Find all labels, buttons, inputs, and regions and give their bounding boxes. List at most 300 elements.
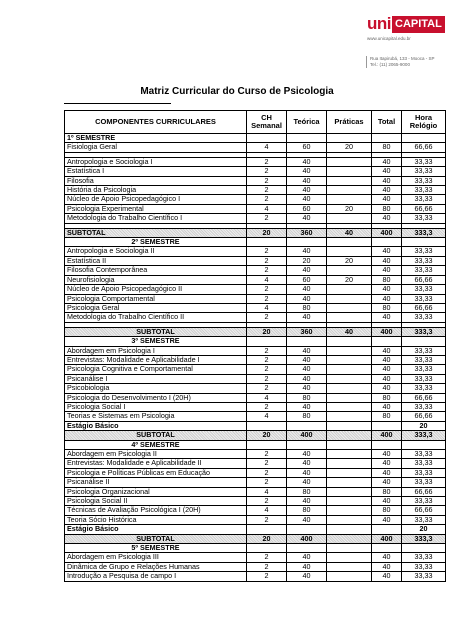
subtotal-label: SUBTOTAL bbox=[65, 327, 247, 336]
cell-hora-relogio: 66,66 bbox=[402, 303, 446, 312]
cell-ch-semanal: 2 bbox=[247, 355, 287, 364]
cell-teorica: 40 bbox=[287, 402, 327, 411]
cell-hora-relogio: 33,33 bbox=[402, 450, 446, 459]
cell-praticas bbox=[327, 572, 372, 581]
cell-hora-relogio: 20 bbox=[402, 421, 446, 430]
cell-ch-semanal: 4 bbox=[247, 143, 287, 152]
cell-ch-semanal: 2 bbox=[247, 497, 287, 506]
cell-praticas bbox=[327, 346, 372, 355]
cell-praticas bbox=[327, 365, 372, 374]
subtotal-row bbox=[65, 431, 446, 440]
cell-praticas bbox=[327, 176, 372, 185]
semester-empty-cell bbox=[372, 337, 402, 346]
semester-header-row bbox=[65, 238, 446, 247]
address-line-2: Tel.: (11) 2065-9000 bbox=[370, 62, 410, 67]
cell-praticas bbox=[327, 431, 372, 440]
semester-empty-cell bbox=[327, 544, 372, 553]
cell-ch-semanal: 4 bbox=[247, 275, 287, 284]
cell-ch-semanal: 2 bbox=[247, 313, 287, 322]
cell-hora-relogio: 333,3 bbox=[402, 228, 446, 237]
cell-hora-relogio: 33,33 bbox=[402, 285, 446, 294]
cell-ch-semanal: 4 bbox=[247, 303, 287, 312]
cell-teorica: 40 bbox=[287, 214, 327, 223]
cell-hora-relogio: 33,33 bbox=[402, 374, 446, 383]
cell-hora-relogio: 33,33 bbox=[402, 497, 446, 506]
logo-url: www.unicapital.edu.br bbox=[367, 36, 411, 41]
cell-teorica: 40 bbox=[287, 572, 327, 581]
cell-teorica: 40 bbox=[287, 176, 327, 185]
cell-total: 80 bbox=[372, 275, 402, 284]
cell-total: 80 bbox=[372, 303, 402, 312]
cell-praticas bbox=[327, 412, 372, 421]
cell-total: 40 bbox=[372, 266, 402, 275]
semester-empty-cell bbox=[402, 544, 446, 553]
cell-ch-semanal: 2 bbox=[247, 384, 287, 393]
course-row bbox=[65, 294, 446, 303]
cell-total: 80 bbox=[372, 143, 402, 152]
semester-empty-cell bbox=[287, 544, 327, 553]
course-row bbox=[65, 275, 446, 284]
cell-total: 40 bbox=[372, 167, 402, 176]
cell-praticas bbox=[327, 450, 372, 459]
cell-teorica: 40 bbox=[287, 562, 327, 571]
semester-empty-cell bbox=[327, 238, 372, 247]
cell-praticas: 20 bbox=[327, 275, 372, 284]
semester-empty-cell bbox=[287, 238, 327, 247]
course-name: Dinâmica de Grupo e Relações Humanas bbox=[65, 562, 247, 571]
cell-ch-semanal: 2 bbox=[247, 572, 287, 581]
title-underline bbox=[64, 103, 171, 104]
cell-total: 40 bbox=[372, 195, 402, 204]
cell-total: 40 bbox=[372, 214, 402, 223]
course-name: Introdução a Pesquisa de campo I bbox=[65, 572, 247, 581]
subtotal-label: SUBTOTAL bbox=[65, 431, 247, 440]
course-row bbox=[65, 459, 446, 468]
cell-teorica: 40 bbox=[287, 374, 327, 383]
course-name: Psicanálise I bbox=[65, 374, 247, 383]
cell-teorica: 40 bbox=[287, 365, 327, 374]
cell-total: 40 bbox=[372, 365, 402, 374]
cell-ch-semanal: 20 bbox=[247, 431, 287, 440]
cell-teorica: 40 bbox=[287, 247, 327, 256]
cell-hora-relogio: 33,33 bbox=[402, 294, 446, 303]
cell-ch-semanal: 2 bbox=[247, 294, 287, 303]
cell-ch-semanal: 2 bbox=[247, 562, 287, 571]
cell-teorica: 40 bbox=[287, 266, 327, 275]
semester-empty-cell bbox=[372, 238, 402, 247]
table-header-row bbox=[65, 111, 446, 134]
cell-hora-relogio: 333,3 bbox=[402, 431, 446, 440]
cell-hora-relogio: 33,33 bbox=[402, 186, 446, 195]
cell-praticas bbox=[327, 247, 372, 256]
cell-praticas bbox=[327, 167, 372, 176]
course-name: Antropologia e Sociologia I bbox=[65, 157, 247, 166]
cell-hora-relogio: 33,33 bbox=[402, 553, 446, 562]
semester-label: 1º SEMESTRE bbox=[65, 134, 247, 143]
cell-praticas bbox=[327, 506, 372, 515]
semester-header-row bbox=[65, 440, 446, 449]
cell-praticas bbox=[327, 285, 372, 294]
cell-ch-semanal: 2 bbox=[247, 478, 287, 487]
cell-praticas bbox=[327, 186, 372, 195]
course-name: Filosofia Contemporânea bbox=[65, 266, 247, 275]
course-row bbox=[65, 176, 446, 185]
course-name: Abordagem em Psicologia III bbox=[65, 553, 247, 562]
cell-total: 40 bbox=[372, 459, 402, 468]
cell-praticas bbox=[327, 355, 372, 364]
course-row bbox=[65, 195, 446, 204]
cell-teorica: 40 bbox=[287, 167, 327, 176]
course-row bbox=[65, 393, 446, 402]
semester-label: 2º SEMESTRE bbox=[65, 238, 247, 247]
cell-total: 40 bbox=[372, 384, 402, 393]
cell-teorica: 80 bbox=[287, 393, 327, 402]
cell-total: 40 bbox=[372, 478, 402, 487]
cell-ch-semanal: 2 bbox=[247, 346, 287, 355]
cell-praticas bbox=[327, 294, 372, 303]
cell-total: 40 bbox=[372, 450, 402, 459]
cell-praticas bbox=[327, 393, 372, 402]
cell-praticas bbox=[327, 421, 372, 430]
cell-teorica: 80 bbox=[287, 506, 327, 515]
cell-ch-semanal: 2 bbox=[247, 450, 287, 459]
cell-total: 400 bbox=[372, 431, 402, 440]
subtotal-row bbox=[65, 534, 446, 543]
cell-teorica: 60 bbox=[287, 275, 327, 284]
course-name: Metodologia do Trabalho Científico I bbox=[65, 214, 247, 223]
course-row bbox=[65, 412, 446, 421]
course-row bbox=[65, 167, 446, 176]
header-ch-semanal: CH Semanal bbox=[247, 111, 287, 134]
cell-ch-semanal: 2 bbox=[247, 157, 287, 166]
course-name: Psicologia Cognitiva e Comportamental bbox=[65, 365, 247, 374]
cell-praticas bbox=[327, 562, 372, 571]
course-row bbox=[65, 256, 446, 265]
course-name: Psicanálise II bbox=[65, 478, 247, 487]
cell-teorica: 60 bbox=[287, 204, 327, 213]
cell-praticas bbox=[327, 195, 372, 204]
cell-total: 40 bbox=[372, 497, 402, 506]
course-row bbox=[65, 402, 446, 411]
cell-teorica: 40 bbox=[287, 294, 327, 303]
cell-hora-relogio: 333,3 bbox=[402, 327, 446, 336]
cell-hora-relogio: 33,33 bbox=[402, 515, 446, 524]
cell-total: 400 bbox=[372, 327, 402, 336]
semester-empty-cell bbox=[327, 440, 372, 449]
cell-praticas bbox=[327, 402, 372, 411]
semester-empty-cell bbox=[247, 238, 287, 247]
cell-hora-relogio: 33,33 bbox=[402, 572, 446, 581]
cell-total: 40 bbox=[372, 515, 402, 524]
course-name: Abordagem em Psicologia I bbox=[65, 346, 247, 355]
cell-ch-semanal: 2 bbox=[247, 256, 287, 265]
cell-teorica: 60 bbox=[287, 143, 327, 152]
course-row bbox=[65, 487, 446, 496]
semester-empty-cell bbox=[247, 337, 287, 346]
course-row bbox=[65, 285, 446, 294]
curriculum-table bbox=[64, 110, 446, 582]
cell-total bbox=[372, 421, 402, 430]
cell-ch-semanal: 4 bbox=[247, 393, 287, 402]
cell-total: 80 bbox=[372, 393, 402, 402]
semester-empty-cell bbox=[402, 134, 446, 143]
course-row bbox=[65, 247, 446, 256]
cell-praticas bbox=[327, 214, 372, 223]
course-name: Antropologia e Sociologia II bbox=[65, 247, 247, 256]
cell-hora-relogio: 33,33 bbox=[402, 167, 446, 176]
estagio-row bbox=[65, 421, 446, 430]
cell-hora-relogio: 33,33 bbox=[402, 459, 446, 468]
cell-ch-semanal bbox=[247, 421, 287, 430]
course-name: Psicologia do Desenvolvimento I (20H) bbox=[65, 393, 247, 402]
cell-total: 80 bbox=[372, 506, 402, 515]
cell-teorica bbox=[287, 525, 327, 534]
cell-ch-semanal: 2 bbox=[247, 515, 287, 524]
cell-praticas bbox=[327, 384, 372, 393]
cell-praticas: 20 bbox=[327, 256, 372, 265]
cell-hora-relogio: 33,33 bbox=[402, 214, 446, 223]
cell-ch-semanal: 2 bbox=[247, 468, 287, 477]
semester-label: 5º SEMESTRE bbox=[65, 544, 247, 553]
logo-brand bbox=[367, 14, 447, 34]
cell-ch-semanal: 2 bbox=[247, 247, 287, 256]
cell-praticas bbox=[327, 497, 372, 506]
address-line-1: Rua Itapirubá, 133 - Mooca - SP bbox=[370, 56, 435, 61]
course-name: Teorias e Sistemas em Psicologia bbox=[65, 412, 247, 421]
course-name: Fisiologia Geral bbox=[65, 143, 247, 152]
cell-teorica: 40 bbox=[287, 478, 327, 487]
course-name: Núcleo de Apoio Psicopedagógico II bbox=[65, 285, 247, 294]
cell-total: 40 bbox=[372, 294, 402, 303]
cell-praticas bbox=[327, 157, 372, 166]
cell-praticas: 20 bbox=[327, 143, 372, 152]
cell-hora-relogio: 66,66 bbox=[402, 506, 446, 515]
cell-ch-semanal: 4 bbox=[247, 204, 287, 213]
cell-praticas bbox=[327, 313, 372, 322]
cell-teorica: 360 bbox=[287, 327, 327, 336]
cell-hora-relogio: 33,33 bbox=[402, 355, 446, 364]
header-hora-relogio: Hora Relógio bbox=[402, 111, 446, 134]
cell-total: 40 bbox=[372, 402, 402, 411]
course-row bbox=[65, 214, 446, 223]
course-name: Psicologia Geral bbox=[65, 303, 247, 312]
semester-label: 4º SEMESTRE bbox=[65, 440, 247, 449]
cell-hora-relogio: 33,33 bbox=[402, 266, 446, 275]
cell-total: 40 bbox=[372, 553, 402, 562]
course-name: Psicologia Social I bbox=[65, 402, 247, 411]
course-name: Psicologia Comportamental bbox=[65, 294, 247, 303]
cell-teorica: 40 bbox=[287, 459, 327, 468]
cell-ch-semanal: 4 bbox=[247, 412, 287, 421]
semester-empty-cell bbox=[287, 337, 327, 346]
course-name: Metodologia do Trabalho Científico II bbox=[65, 313, 247, 322]
course-name: Estágio Básico bbox=[65, 421, 247, 430]
course-name: Psicologia Social II bbox=[65, 497, 247, 506]
semester-header-row bbox=[65, 337, 446, 346]
cell-hora-relogio: 66,66 bbox=[402, 412, 446, 421]
course-name: Neurofisiologia bbox=[65, 275, 247, 284]
course-row bbox=[65, 468, 446, 477]
course-row bbox=[65, 143, 446, 152]
estagio-row bbox=[65, 525, 446, 534]
cell-ch-semanal: 20 bbox=[247, 228, 287, 237]
cell-total: 40 bbox=[372, 572, 402, 581]
cell-ch-semanal: 2 bbox=[247, 167, 287, 176]
course-row bbox=[65, 572, 446, 581]
cell-teorica: 40 bbox=[287, 355, 327, 364]
course-row bbox=[65, 346, 446, 355]
subtotal-row bbox=[65, 228, 446, 237]
cell-ch-semanal: 2 bbox=[247, 176, 287, 185]
semester-empty-cell bbox=[372, 544, 402, 553]
cell-hora-relogio: 33,33 bbox=[402, 562, 446, 571]
cell-ch-semanal: 2 bbox=[247, 285, 287, 294]
cell-total: 40 bbox=[372, 256, 402, 265]
header-total: Total bbox=[372, 111, 402, 134]
cell-praticas bbox=[327, 525, 372, 534]
cell-praticas bbox=[327, 303, 372, 312]
semester-empty-cell bbox=[372, 440, 402, 449]
cell-praticas bbox=[327, 487, 372, 496]
course-row bbox=[65, 313, 446, 322]
cell-teorica bbox=[287, 421, 327, 430]
cell-teorica: 40 bbox=[287, 313, 327, 322]
subtotal-row bbox=[65, 327, 446, 336]
cell-teorica: 80 bbox=[287, 487, 327, 496]
cell-ch-semanal: 2 bbox=[247, 365, 287, 374]
cell-ch-semanal: 4 bbox=[247, 506, 287, 515]
course-row bbox=[65, 355, 446, 364]
header-praticas: Práticas bbox=[327, 111, 372, 134]
course-name: Psicologia Organizacional bbox=[65, 487, 247, 496]
cell-total: 40 bbox=[372, 346, 402, 355]
cell-hora-relogio: 66,66 bbox=[402, 143, 446, 152]
cell-hora-relogio: 66,66 bbox=[402, 204, 446, 213]
cell-teorica: 20 bbox=[287, 256, 327, 265]
address-block bbox=[366, 56, 435, 68]
cell-praticas bbox=[327, 515, 372, 524]
course-name: Estatística I bbox=[65, 167, 247, 176]
cell-ch-semanal: 4 bbox=[247, 487, 287, 496]
cell-praticas bbox=[327, 478, 372, 487]
cell-praticas bbox=[327, 266, 372, 275]
cell-teorica: 40 bbox=[287, 195, 327, 204]
cell-hora-relogio: 33,33 bbox=[402, 256, 446, 265]
cell-hora-relogio: 33,33 bbox=[402, 384, 446, 393]
course-name: Estágio Básico bbox=[65, 525, 247, 534]
semester-header-row bbox=[65, 544, 446, 553]
cell-total: 40 bbox=[372, 186, 402, 195]
cell-hora-relogio: 33,33 bbox=[402, 157, 446, 166]
course-row bbox=[65, 515, 446, 524]
course-row bbox=[65, 374, 446, 383]
cell-praticas bbox=[327, 553, 372, 562]
cell-total: 40 bbox=[372, 562, 402, 571]
cell-teorica: 40 bbox=[287, 468, 327, 477]
cell-praticas bbox=[327, 534, 372, 543]
logo-uni-text: uni bbox=[367, 14, 391, 33]
cell-teorica: 40 bbox=[287, 515, 327, 524]
course-name: Estatística II bbox=[65, 256, 247, 265]
curriculum-table-wrapper bbox=[64, 110, 445, 582]
cell-teorica: 40 bbox=[287, 553, 327, 562]
semester-empty-cell bbox=[247, 544, 287, 553]
cell-total: 40 bbox=[372, 157, 402, 166]
cell-praticas: 20 bbox=[327, 204, 372, 213]
cell-praticas bbox=[327, 374, 372, 383]
semester-empty-cell bbox=[402, 440, 446, 449]
semester-empty-cell bbox=[247, 440, 287, 449]
semester-empty-cell bbox=[287, 440, 327, 449]
cell-ch-semanal: 2 bbox=[247, 214, 287, 223]
cell-ch-semanal: 20 bbox=[247, 327, 287, 336]
cell-teorica: 80 bbox=[287, 412, 327, 421]
course-name: Psicobiologia bbox=[65, 384, 247, 393]
cell-total bbox=[372, 525, 402, 534]
cell-ch-semanal: 2 bbox=[247, 553, 287, 562]
semester-empty-cell bbox=[327, 337, 372, 346]
cell-hora-relogio: 66,66 bbox=[402, 393, 446, 402]
semester-empty-cell bbox=[402, 238, 446, 247]
course-name: Abordagem em Psicologia II bbox=[65, 450, 247, 459]
cell-ch-semanal: 2 bbox=[247, 266, 287, 275]
cell-teorica: 360 bbox=[287, 228, 327, 237]
course-name: Psicologia Experimental bbox=[65, 204, 247, 213]
cell-total: 40 bbox=[372, 468, 402, 477]
cell-praticas: 40 bbox=[327, 327, 372, 336]
cell-total: 80 bbox=[372, 204, 402, 213]
cell-teorica: 40 bbox=[287, 157, 327, 166]
cell-teorica: 40 bbox=[287, 497, 327, 506]
cell-ch-semanal: 20 bbox=[247, 534, 287, 543]
semester-empty-cell bbox=[402, 337, 446, 346]
cell-teorica: 40 bbox=[287, 186, 327, 195]
course-row bbox=[65, 204, 446, 213]
course-name: História da Psicologia bbox=[65, 186, 247, 195]
cell-teorica: 40 bbox=[287, 450, 327, 459]
course-row bbox=[65, 303, 446, 312]
cell-hora-relogio: 66,66 bbox=[402, 487, 446, 496]
cell-hora-relogio: 33,33 bbox=[402, 247, 446, 256]
course-row bbox=[65, 506, 446, 515]
cell-total: 40 bbox=[372, 285, 402, 294]
course-row bbox=[65, 553, 446, 562]
cell-total: 80 bbox=[372, 487, 402, 496]
cell-ch-semanal: 2 bbox=[247, 374, 287, 383]
cell-praticas bbox=[327, 468, 372, 477]
cell-ch-semanal bbox=[247, 525, 287, 534]
semester-label: 3º SEMESTRE bbox=[65, 337, 247, 346]
document-title: Matriz Curricular do Curso de Psicologia bbox=[140, 86, 334, 97]
header-teorica: Teórica bbox=[287, 111, 327, 134]
course-name: Entrevistas: Modalidade e Aplicabilidade II bbox=[65, 459, 247, 468]
cell-total: 80 bbox=[372, 412, 402, 421]
subtotal-label: SUBTOTAL bbox=[65, 534, 247, 543]
cell-hora-relogio: 33,33 bbox=[402, 313, 446, 322]
cell-teorica: 40 bbox=[287, 384, 327, 393]
cell-hora-relogio: 33,33 bbox=[402, 176, 446, 185]
course-row bbox=[65, 562, 446, 571]
course-name: Psicologia e Políticas Públicas em Educação bbox=[65, 468, 247, 477]
semester-empty-cell bbox=[287, 134, 327, 143]
semester-empty-cell bbox=[372, 134, 402, 143]
course-row bbox=[65, 186, 446, 195]
semester-empty-cell bbox=[247, 134, 287, 143]
course-row bbox=[65, 384, 446, 393]
cell-ch-semanal: 2 bbox=[247, 186, 287, 195]
cell-hora-relogio: 20 bbox=[402, 525, 446, 534]
course-name: Filosofia bbox=[65, 176, 247, 185]
